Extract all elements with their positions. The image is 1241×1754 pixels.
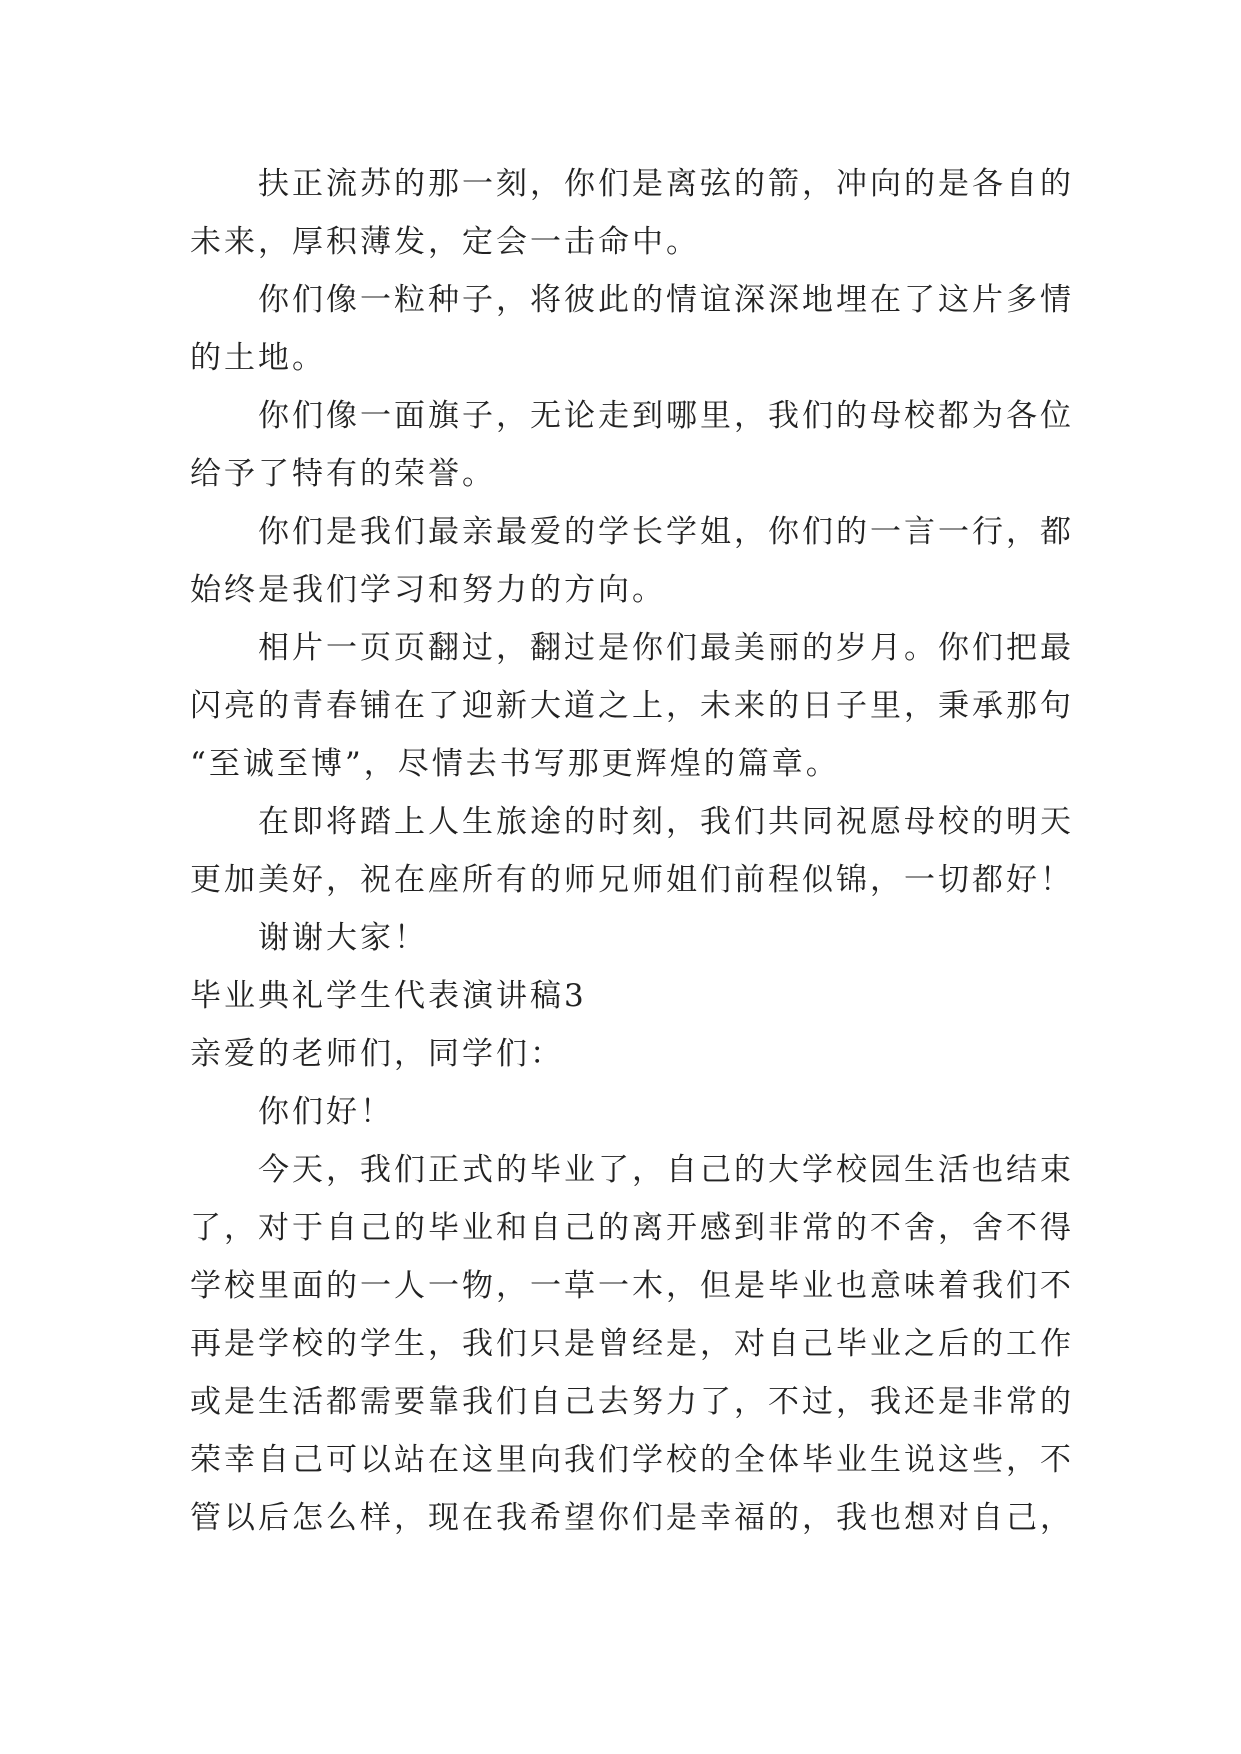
text-line: 今天，我们正式的毕业了，自己的大学校园生活也结束 — [258, 1152, 1074, 1188]
text-line: 学校里面的一人一物，一草一木，但是毕业也意味着我们不 — [190, 1268, 1074, 1304]
text-line: 更加美好，祝在座所有的师兄师姐们前程似锦，一切都好！ — [190, 862, 1074, 898]
text-line: 未来，厚积薄发，定会一击命中。 — [190, 224, 700, 260]
salutation: 亲爱的老师们，同学们： — [190, 1036, 564, 1072]
text-line: 你们像一面旗子，无论走到哪里，我们的母校都为各位 — [258, 398, 1074, 434]
text-line: “至诚至博”，尽情去书写那更辉煌的篇章。 — [190, 746, 840, 782]
text-line: 始终是我们学习和努力的方向。 — [190, 572, 666, 608]
text-line: 谢谢大家！ — [258, 920, 428, 956]
text-line: 再是学校的学生，我们只是曾经是，对自己毕业之后的工作 — [190, 1326, 1074, 1362]
text-line: 管以后怎么样，现在我希望你们是幸福的，我也想对自己， — [190, 1500, 1074, 1536]
text-line: 了，对于自己的毕业和自己的离开感到非常的不舍，舍不得 — [190, 1210, 1074, 1246]
text-line: 或是生活都需要靠我们自己去努力了，不过，我还是非常的 — [190, 1384, 1074, 1420]
text-line: 扶正流苏的那一刻，你们是离弦的箭，冲向的是各自的 — [258, 166, 1074, 202]
text-line: 荣幸自己可以站在这里向我们学校的全体毕业生说这些，不 — [190, 1442, 1074, 1478]
text-line: 闪亮的青春铺在了迎新大道之上，未来的日子里，秉承那句 — [190, 688, 1074, 724]
text-line: 你们像一粒种子，将彼此的情谊深深地埋在了这片多情 — [258, 282, 1074, 318]
greeting: 你们好！ — [258, 1094, 394, 1130]
text-line: 给予了特有的荣誉。 — [190, 456, 496, 492]
text-line: 你们是我们最亲最爱的学长学姐，你们的一言一行，都 — [258, 514, 1074, 550]
section-heading: 毕业典礼学生代表演讲稿3 — [190, 978, 587, 1014]
text-line: 在即将踏上人生旅途的时刻，我们共同祝愿母校的明天 — [258, 804, 1074, 840]
text-line: 相片一页页翻过，翻过是你们最美丽的岁月。你们把最 — [258, 630, 1074, 666]
text-line: 的土地。 — [190, 340, 326, 376]
